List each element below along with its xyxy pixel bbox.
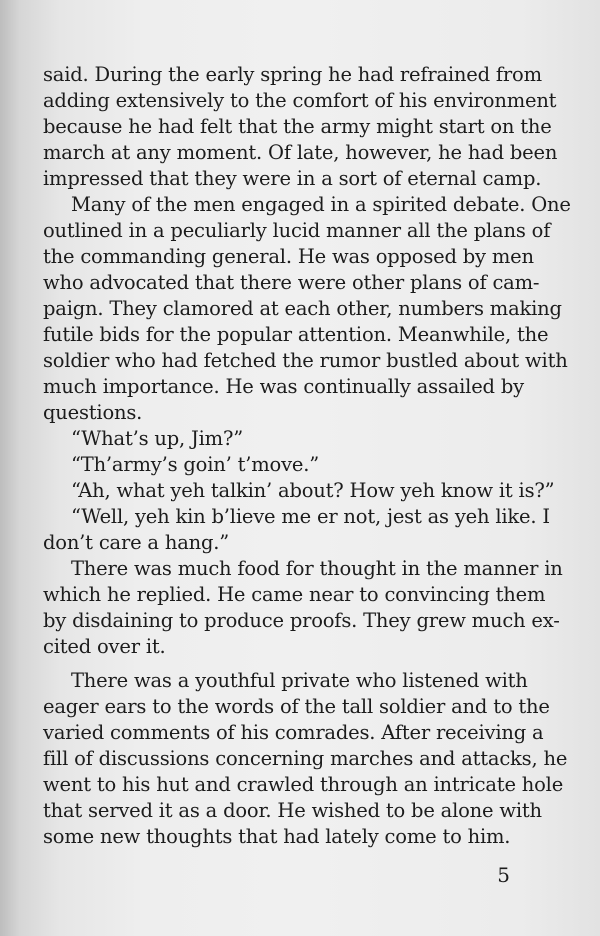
- text-line: said. During the early spring he had refrained from: [43, 63, 542, 86]
- text-line: went to his hut and crawled through an intricate hole: [43, 773, 564, 796]
- text-line: fill of discussions concerning marches and attacks, he: [43, 747, 568, 770]
- text-line: There was a youthful private who listened with: [71, 669, 528, 692]
- text-line: varied comments of his comrades. After receiving a: [43, 721, 544, 744]
- text-line: cited over it.: [43, 635, 166, 658]
- text-line: outlined in a peculiarly lucid manner all the plans of: [43, 219, 551, 242]
- text-line: because he had felt that the army might start on the: [43, 115, 552, 138]
- text-line: paign. They clamored at each other, numbers making: [43, 297, 562, 320]
- text-line: march at any moment. Of late, however, he had been: [43, 141, 558, 164]
- dialogue-line: don’t care a hang.”: [43, 531, 230, 554]
- text-line: Many of the men engaged in a spirited debate. One: [71, 193, 571, 216]
- text-line: by disdaining to produce proofs. They grew much ex-: [43, 609, 560, 632]
- text-line: impressed that they were in a sort of eternal camp.: [43, 167, 542, 190]
- text-line: the commanding general. He was opposed by men: [43, 245, 534, 268]
- dialogue-line: “Well, yeh kin b’lieve me er not, jest as yeh like. I: [71, 505, 550, 528]
- page-body-text: [43, 62, 571, 850]
- text-line: eager ears to the words of the tall soldier and to the: [43, 695, 550, 718]
- dialogue-line: “What’s up, Jim?”: [71, 427, 243, 450]
- text-line: soldier who had fetched the rumor bustled about with: [43, 349, 568, 372]
- text-line: that served it as a door. He wished to be alone with: [43, 799, 542, 822]
- text-line: questions.: [43, 401, 143, 424]
- section-space: [43, 660, 511, 668]
- text-line: futile bids for the popular attention. Meanwhile, the: [43, 323, 549, 346]
- page-number: 5: [497, 863, 510, 887]
- dialogue-line: “Ah, what yeh talkin’ about? How yeh know it is?”: [71, 479, 555, 502]
- text-line: some new thoughts that had lately come to him.: [43, 825, 511, 848]
- text-line: adding extensively to the comfort of his environment: [43, 89, 557, 112]
- dialogue-line: “Th’army’s goin’ t’move.”: [71, 453, 319, 476]
- text-line: who advocated that there were other plans of cam-: [43, 271, 540, 294]
- text-line: which he replied. He came near to convincing them: [43, 583, 546, 606]
- text-line: There was much food for thought in the manner in: [71, 557, 563, 580]
- text-line: much importance. He was continually assailed by: [43, 375, 524, 398]
